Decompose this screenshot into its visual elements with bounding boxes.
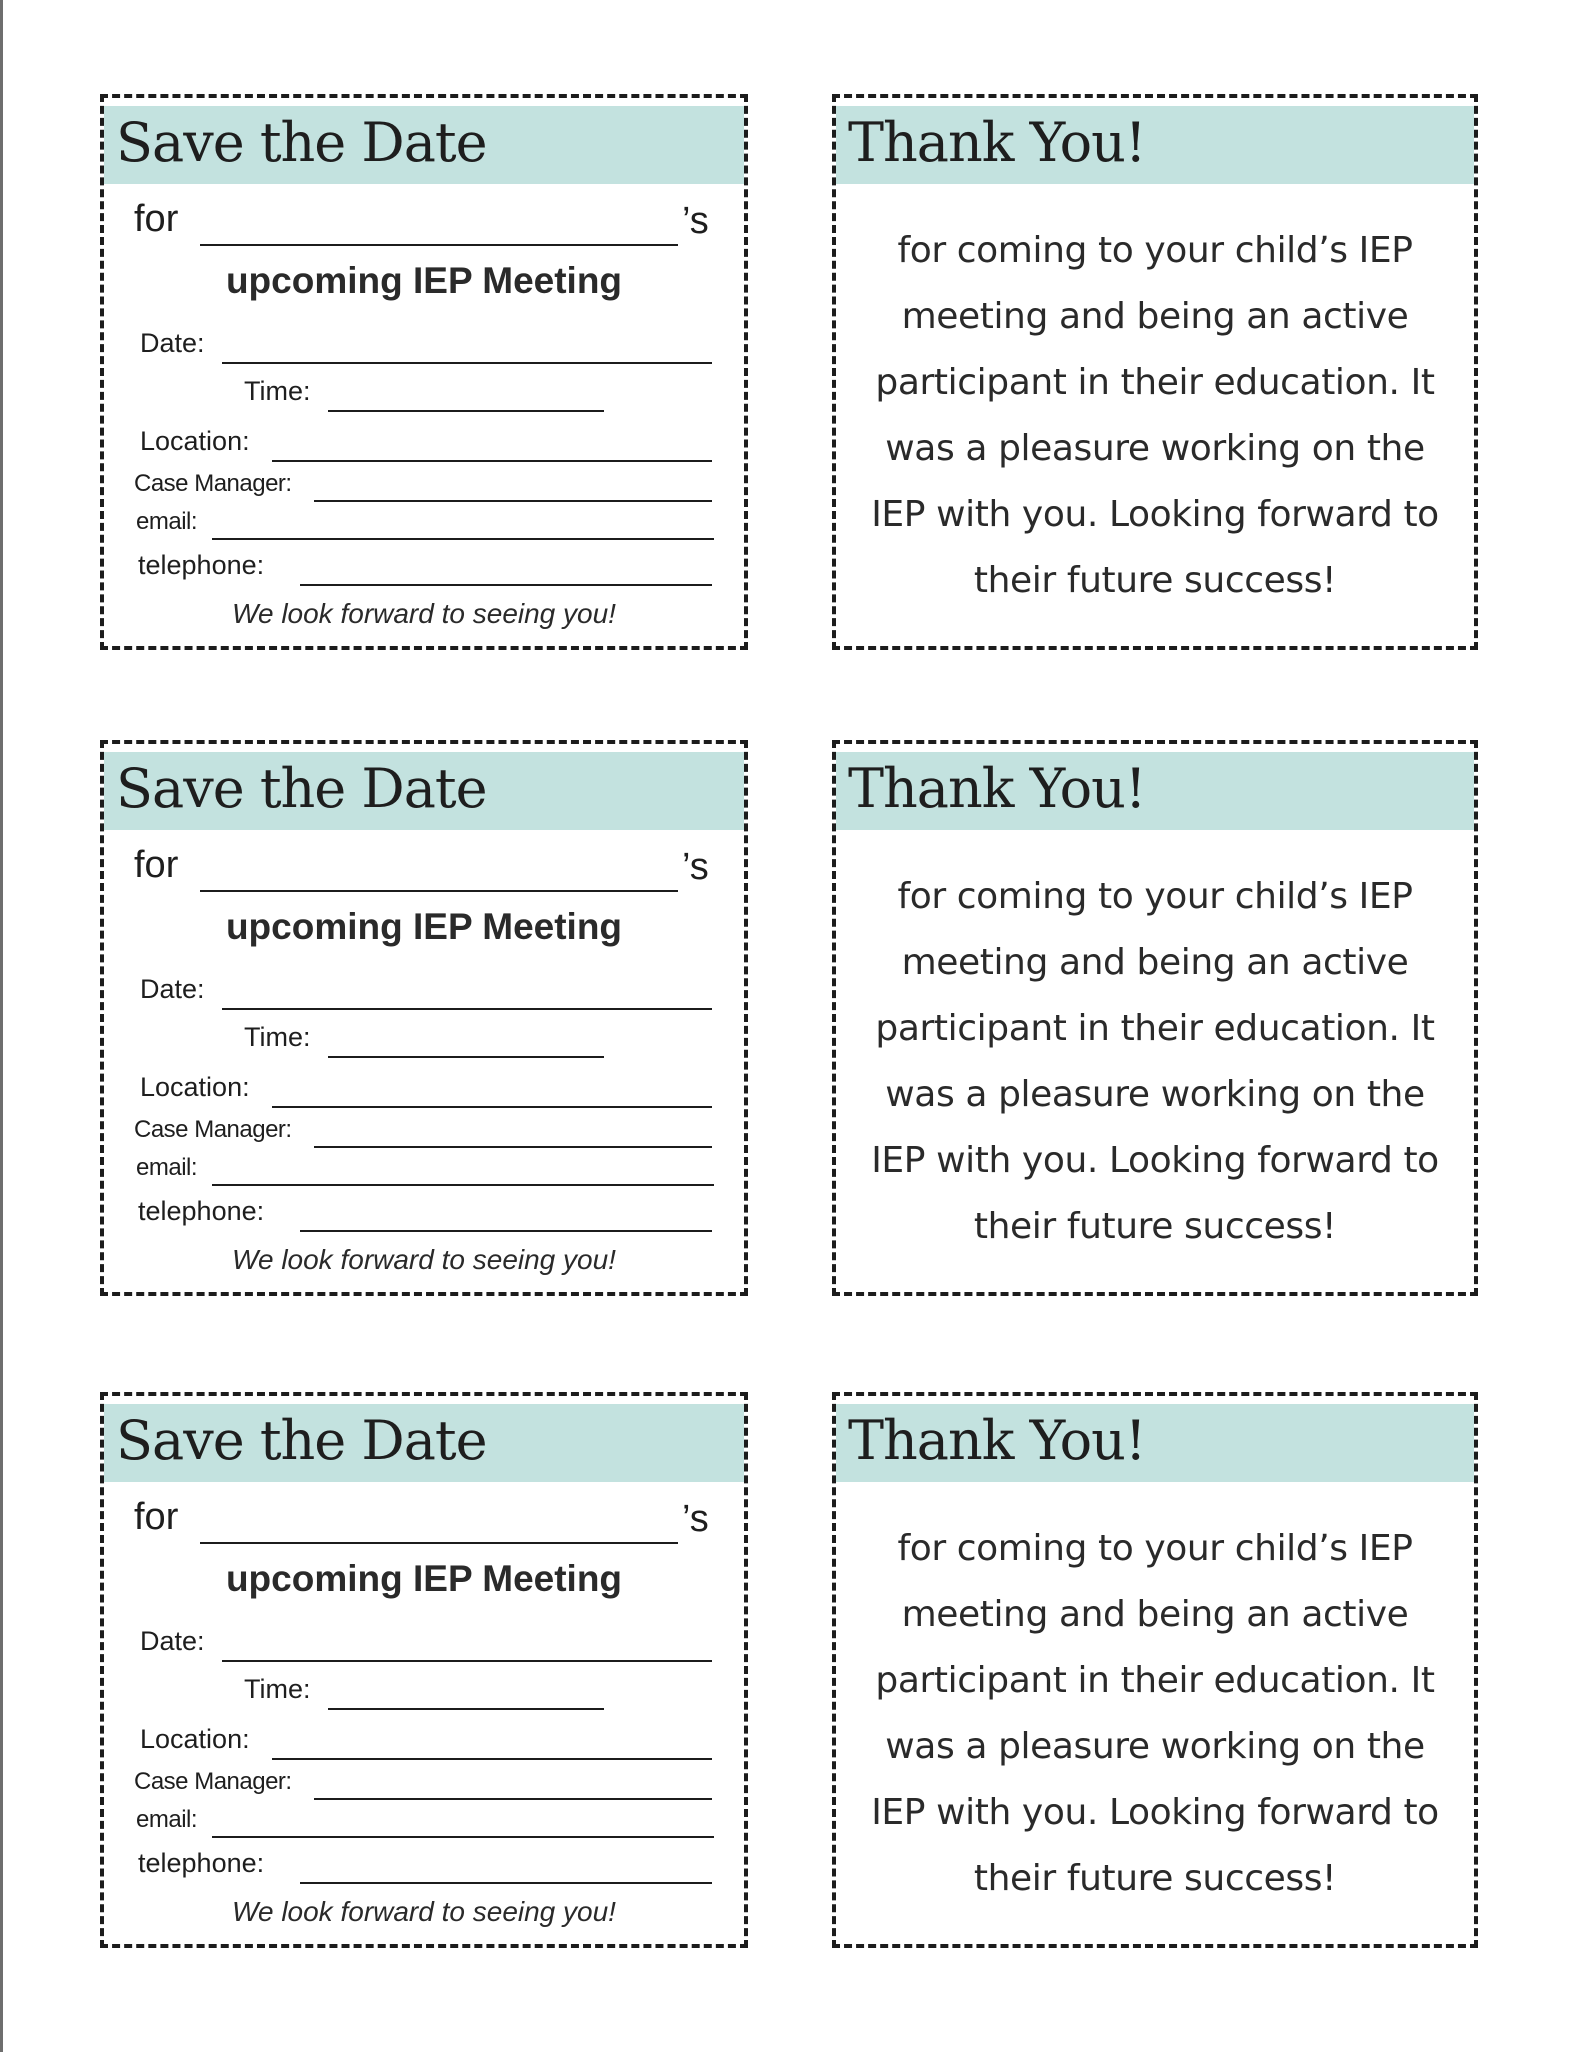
card-title: Save the Date: [116, 1409, 487, 1472]
footer-note: We look forward to seeing you!: [232, 598, 616, 629]
email-line[interactable]: [212, 1154, 714, 1186]
card-title: Save the Date: [116, 757, 487, 820]
time-line[interactable]: [328, 1022, 604, 1058]
footer-note: We look forward to seeing you!: [232, 1896, 616, 1927]
email-label: email:: [136, 1806, 198, 1833]
meeting-subtitle: upcoming IEP Meeting: [225, 906, 623, 947]
message-line: meeting and being an active: [901, 942, 1409, 983]
telephone-line[interactable]: [300, 550, 712, 586]
thank-you-message: [836, 864, 1474, 1260]
message-line: for coming to your child’s IEP: [897, 1528, 1413, 1569]
location-line[interactable]: [272, 1072, 712, 1108]
card-title: Thank You!: [848, 1409, 1146, 1472]
meeting-subtitle: upcoming IEP Meeting: [225, 1558, 623, 1599]
case-manager-line[interactable]: [314, 1768, 712, 1800]
case-manager-label: Case Manager:: [134, 470, 292, 497]
for-label: for: [134, 1496, 179, 1538]
page-edge: [0, 0, 3, 2052]
message-line: was a pleasure working on the: [885, 1726, 1425, 1767]
thank-you-card: [832, 1392, 1478, 1948]
time-label: Time:: [244, 376, 311, 406]
message-line: IEP with you. Looking forward to: [871, 1792, 1439, 1833]
telephone-label: telephone:: [138, 1848, 265, 1878]
email-line[interactable]: [212, 508, 714, 540]
time-label: Time:: [244, 1022, 311, 1052]
card-header: [836, 1404, 1474, 1482]
possessive-label: ’s: [682, 846, 709, 888]
message-line: meeting and being an active: [901, 296, 1409, 337]
location-line[interactable]: [272, 1724, 712, 1760]
student-name-line[interactable]: [200, 850, 678, 892]
email-label: email:: [136, 1154, 198, 1181]
student-name-line[interactable]: [200, 204, 678, 246]
card-title: Save the Date: [116, 111, 487, 174]
message-line: for coming to your child’s IEP: [897, 876, 1413, 917]
date-label: Date:: [140, 974, 205, 1004]
case-manager-label: Case Manager:: [134, 1768, 292, 1795]
card-header: [836, 106, 1474, 184]
message-line: for coming to your child’s IEP: [897, 230, 1413, 271]
message-line: their future success!: [973, 1858, 1337, 1899]
date-label: Date:: [140, 1626, 205, 1656]
time-line[interactable]: [328, 376, 604, 412]
save-the-date-card: [100, 740, 748, 1296]
possessive-label: ’s: [682, 1498, 709, 1540]
message-line: IEP with you. Looking forward to: [871, 1140, 1439, 1181]
email-line[interactable]: [212, 1806, 714, 1838]
card-header: [104, 106, 744, 184]
meeting-subtitle: upcoming IEP Meeting: [225, 260, 623, 301]
location-line[interactable]: [272, 426, 712, 462]
for-label: for: [134, 844, 179, 886]
message-line: their future success!: [973, 560, 1337, 601]
message-line: participant in their education. It: [875, 362, 1435, 403]
telephone-label: telephone:: [138, 1196, 265, 1226]
save-the-date-card: [100, 94, 748, 650]
telephone-label: telephone:: [138, 550, 265, 580]
student-name-line[interactable]: [200, 1502, 678, 1544]
thank-you-message: [836, 1516, 1474, 1912]
telephone-line[interactable]: [300, 1196, 712, 1232]
save-the-date-card: [100, 1392, 748, 1948]
location-label: Location:: [140, 426, 250, 456]
message-line: was a pleasure working on the: [885, 1074, 1425, 1115]
thank-you-card: [832, 94, 1478, 650]
date-line[interactable]: [222, 974, 712, 1010]
telephone-line[interactable]: [300, 1848, 712, 1884]
message-line: meeting and being an active: [901, 1594, 1409, 1635]
time-label: Time:: [244, 1674, 311, 1704]
card-title: Thank You!: [848, 757, 1146, 820]
message-line: participant in their education. It: [875, 1008, 1435, 1049]
for-label: for: [134, 198, 179, 240]
email-label: email:: [136, 508, 198, 535]
time-line[interactable]: [328, 1674, 604, 1710]
possessive-label: ’s: [682, 200, 709, 242]
date-line[interactable]: [222, 328, 712, 364]
case-manager-line[interactable]: [314, 1116, 712, 1148]
card-title: Thank You!: [848, 111, 1146, 174]
thank-you-message: [836, 218, 1474, 614]
card-header: [104, 1404, 744, 1482]
case-manager-line[interactable]: [314, 470, 712, 502]
message-line: was a pleasure working on the: [885, 428, 1425, 469]
date-label: Date:: [140, 328, 205, 358]
location-label: Location:: [140, 1072, 250, 1102]
card-header: [104, 752, 744, 830]
case-manager-label: Case Manager:: [134, 1116, 292, 1143]
location-label: Location:: [140, 1724, 250, 1754]
card-header: [836, 752, 1474, 830]
date-line[interactable]: [222, 1626, 712, 1662]
thank-you-card: [832, 740, 1478, 1296]
message-line: participant in their education. It: [875, 1660, 1435, 1701]
message-line: IEP with you. Looking forward to: [871, 494, 1439, 535]
footer-note: We look forward to seeing you!: [232, 1244, 616, 1275]
message-line: their future success!: [973, 1206, 1337, 1247]
